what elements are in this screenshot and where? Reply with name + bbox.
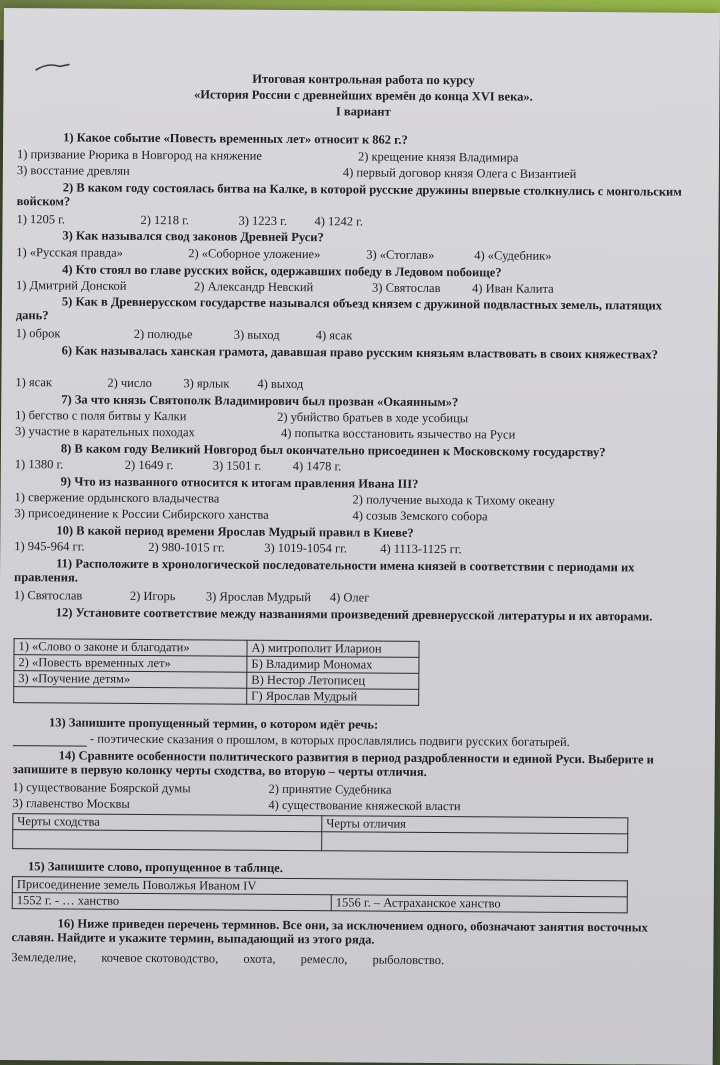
q13-definition: - поэтические сказания о прошлом, в которых прославлялись подвиги русских богатырей. (89, 731, 570, 749)
q7-answer-3: 3) участие в карательных походах (14, 424, 195, 440)
q8-answer-3: 3) 1501 г. (212, 458, 262, 473)
q14-answer-table (12, 813, 628, 853)
q10-answer-1: 1) 945-964 гг. (14, 539, 85, 554)
q3-answer-2: 2) «Соборное уложение» (188, 246, 321, 262)
question-16: 16) Ниже приведен перечень терминов. Все они, за исключением одного, обозначают занятия восточных славян. Найдите и укажите термин, выпадающий из этого ряда. (11, 916, 648, 947)
q16-term-2: кочевое скотоводство, (101, 950, 219, 966)
q4-answer-3: 3) Святослав (372, 280, 441, 296)
q1-answer-3: 3) восстание древлян (16, 163, 130, 178)
question-8: 8) В каком году Великий Новгород был окончательно присоединен к Московскому государству? (60, 441, 606, 460)
q7-answer-1: 1) бегство с поля битвы у Калки (15, 408, 187, 424)
q10-answer-4: 4) 1113-1125 гг. (380, 541, 462, 557)
question-2: 2) В каком году состоялась битва на Калке, в которой русские дружины впервые столкнулись с монгольским войском? (16, 180, 682, 209)
q4-answer-4: 4) Иван Калита (472, 281, 554, 296)
exam-sheet (0, 8, 720, 1065)
q12-left-1: 1) «Слово о законе и благодати» (14, 639, 247, 657)
q2-answer-3: 3) 1223 г. (238, 213, 288, 228)
q10-answer-3: 3) 1019-1054 гг. (264, 540, 348, 556)
question-1: 1) Какое событие «Повесть временных лет» относит к 862 г.? (63, 130, 408, 147)
q12-right-a: А) митрополит Иларион (247, 640, 419, 657)
q12-left-4 (14, 687, 247, 705)
question-12: 12) Установите соответствие между названиями произведений древнерусской литературы и их авторами. (55, 605, 653, 624)
q5-answer-1: 1) оброк (15, 326, 61, 341)
q8-answer-4: 4) 1478 г. (292, 459, 342, 474)
q14-answer-2: 2) принятие Судебника (268, 781, 392, 797)
q5-answer-2: 2) полюдье (133, 326, 193, 342)
q14-col-similar: Черты сходства (13, 814, 322, 832)
q15-table (12, 876, 628, 913)
q14-different-cell[interactable] (322, 832, 628, 853)
q11-answer-2: 2) Игорь (129, 588, 176, 604)
q11-answer-1: 1) Святослав (13, 588, 83, 603)
question-3: 3) Как назывался свод законов Древней Руси? (62, 228, 324, 245)
question-15: 15) Запишите слово, пропущенное в таблице. (27, 859, 283, 875)
q8-answer-1: 1) 1380 г. (14, 457, 64, 472)
q9-answer-1: 1) свержение ордынского владычества (14, 490, 220, 506)
q7-answer-4: 4) попытка восстановить язычество на Руси (280, 425, 516, 442)
q4-answer-1: 1) Дмитрий Донской (16, 278, 127, 293)
q16-terms (11, 950, 466, 968)
q7-answer-2: 2) убийство братьев в ходе усобицы (277, 409, 469, 426)
q14-answer-3: 3) главенство Москвы (12, 796, 130, 811)
q15-header: Присоединение земель Поволжья Иваном IV (12, 877, 627, 897)
question-4: 4) Кто стоял во главе русских войск, одержавших победу в Ледовом побоище? (62, 262, 502, 280)
question-13: 13) Запишите пропущенный термин, о котором идёт речь: (48, 715, 379, 732)
q16-term-5: рыболовство. (372, 952, 445, 968)
title-line-1: Итоговая контрольная работа по курсу (252, 71, 475, 88)
q10-answer-2: 2) 980-1015 гг. (148, 540, 225, 555)
q13-blank[interactable] (13, 733, 87, 747)
question-10: 10) В какой период времени Ярослав Мудрый правил в Киеве? (56, 523, 414, 540)
q1-answer-4: 4) первый договор князя Олега с Византией (342, 165, 577, 181)
q12-left-2: 2) «Повесть временных лет» (14, 655, 247, 673)
q12-matching-table (13, 638, 419, 706)
q3-answer-1: 1) «Русская правда» (16, 245, 123, 260)
q5-answer-3: 3) выход (233, 327, 280, 342)
q3-answer-3: 3) «Стоглав» (366, 247, 435, 263)
q11-answer-4: 4) Олег (329, 590, 370, 605)
q14-answer-1: 1) существование Боярской думы (12, 780, 191, 796)
question-11: 11) Расположите в хронологической последовательности имена князей в соответствии с периодами их правления. (13, 556, 635, 585)
q6-answer-4: 4) выход (257, 376, 304, 392)
q12-right-c: В) Нестор Летописец (247, 672, 419, 689)
q5-answer-4: 4) ясак (315, 328, 353, 343)
q6-answer-2: 2) число (107, 375, 152, 391)
q2-answer-4: 4) 1242 г. (314, 214, 364, 229)
q15-cell-1556: 1556 г. – Астраханское ханство (331, 895, 627, 913)
q6-answer-3: 3) ярлык (183, 376, 230, 391)
question-7: 7) За что князь Святополк Владимирович был прозван «Окаянным»? (61, 392, 459, 410)
q1-answer-2: 2) крещение князя Владимира (357, 149, 519, 165)
question-9: 9) Что из названного относится к итогам правления Ивана III? (60, 474, 419, 491)
q14-col-different: Черты отличия (322, 816, 628, 834)
variant-label: I вариант (335, 104, 391, 119)
q3-answer-4: 4) «Судебник» (474, 248, 552, 263)
q8-answer-2: 2) 1649 г. (124, 457, 174, 473)
q4-answer-2: 2) Александр Невский (194, 279, 314, 295)
q12-left-3: 3) «Поучение детям» (14, 671, 247, 689)
q1-answer-1: 1) призвание Рюрика в Новгород на княжение (16, 147, 262, 163)
q9-answer-4: 4) созыв Земского собора (352, 508, 488, 524)
question-5: 5) Как в Древнерусском государстве назывался объезд князем с дружиной подвластных земель, платящих дань? (15, 294, 663, 323)
q9-answer-2: 2) получение выхода к Тихому океану (352, 492, 555, 508)
q2-answer-2: 2) 1218 г. (140, 212, 190, 228)
q12-right-b: Б) Владимир Мономах (247, 656, 419, 673)
title-line-2: «История России с древнейших времён до конца XVI века». (193, 87, 533, 104)
q16-term-1: Земледелие, (11, 950, 77, 965)
q14-similar-cell[interactable] (13, 830, 322, 851)
q9-answer-3: 3) присоединение к России Сибирского ханства (14, 506, 269, 522)
q14-answer-4: 4) существование княжеской власти (268, 797, 461, 814)
q6-answer-1: 1) ясак (15, 375, 53, 390)
q2-answer-1: 1) 1205 г. (16, 212, 66, 227)
question-6: 6) Как называлась ханская грамота, дававшая право русским князьям властвовать в своих княжествах? (61, 343, 658, 362)
q13-answer-line (13, 731, 570, 750)
q16-term-3: охота, (243, 951, 276, 966)
q15-cell-1552[interactable]: 1552 г. - … ханство (12, 893, 331, 911)
q16-term-4: ремесло, (300, 952, 348, 967)
q12-right-d: Г) Ярослав Мудрый (247, 688, 419, 705)
q11-answer-3: 3) Ярослав Мудрый (205, 589, 311, 605)
question-14: 14) Сравните особенности политического развития в период раздробленности и единой Руси. Выберите и запишите в первую колонку черты сходства, во вторую – черты отличия. (12, 748, 654, 779)
